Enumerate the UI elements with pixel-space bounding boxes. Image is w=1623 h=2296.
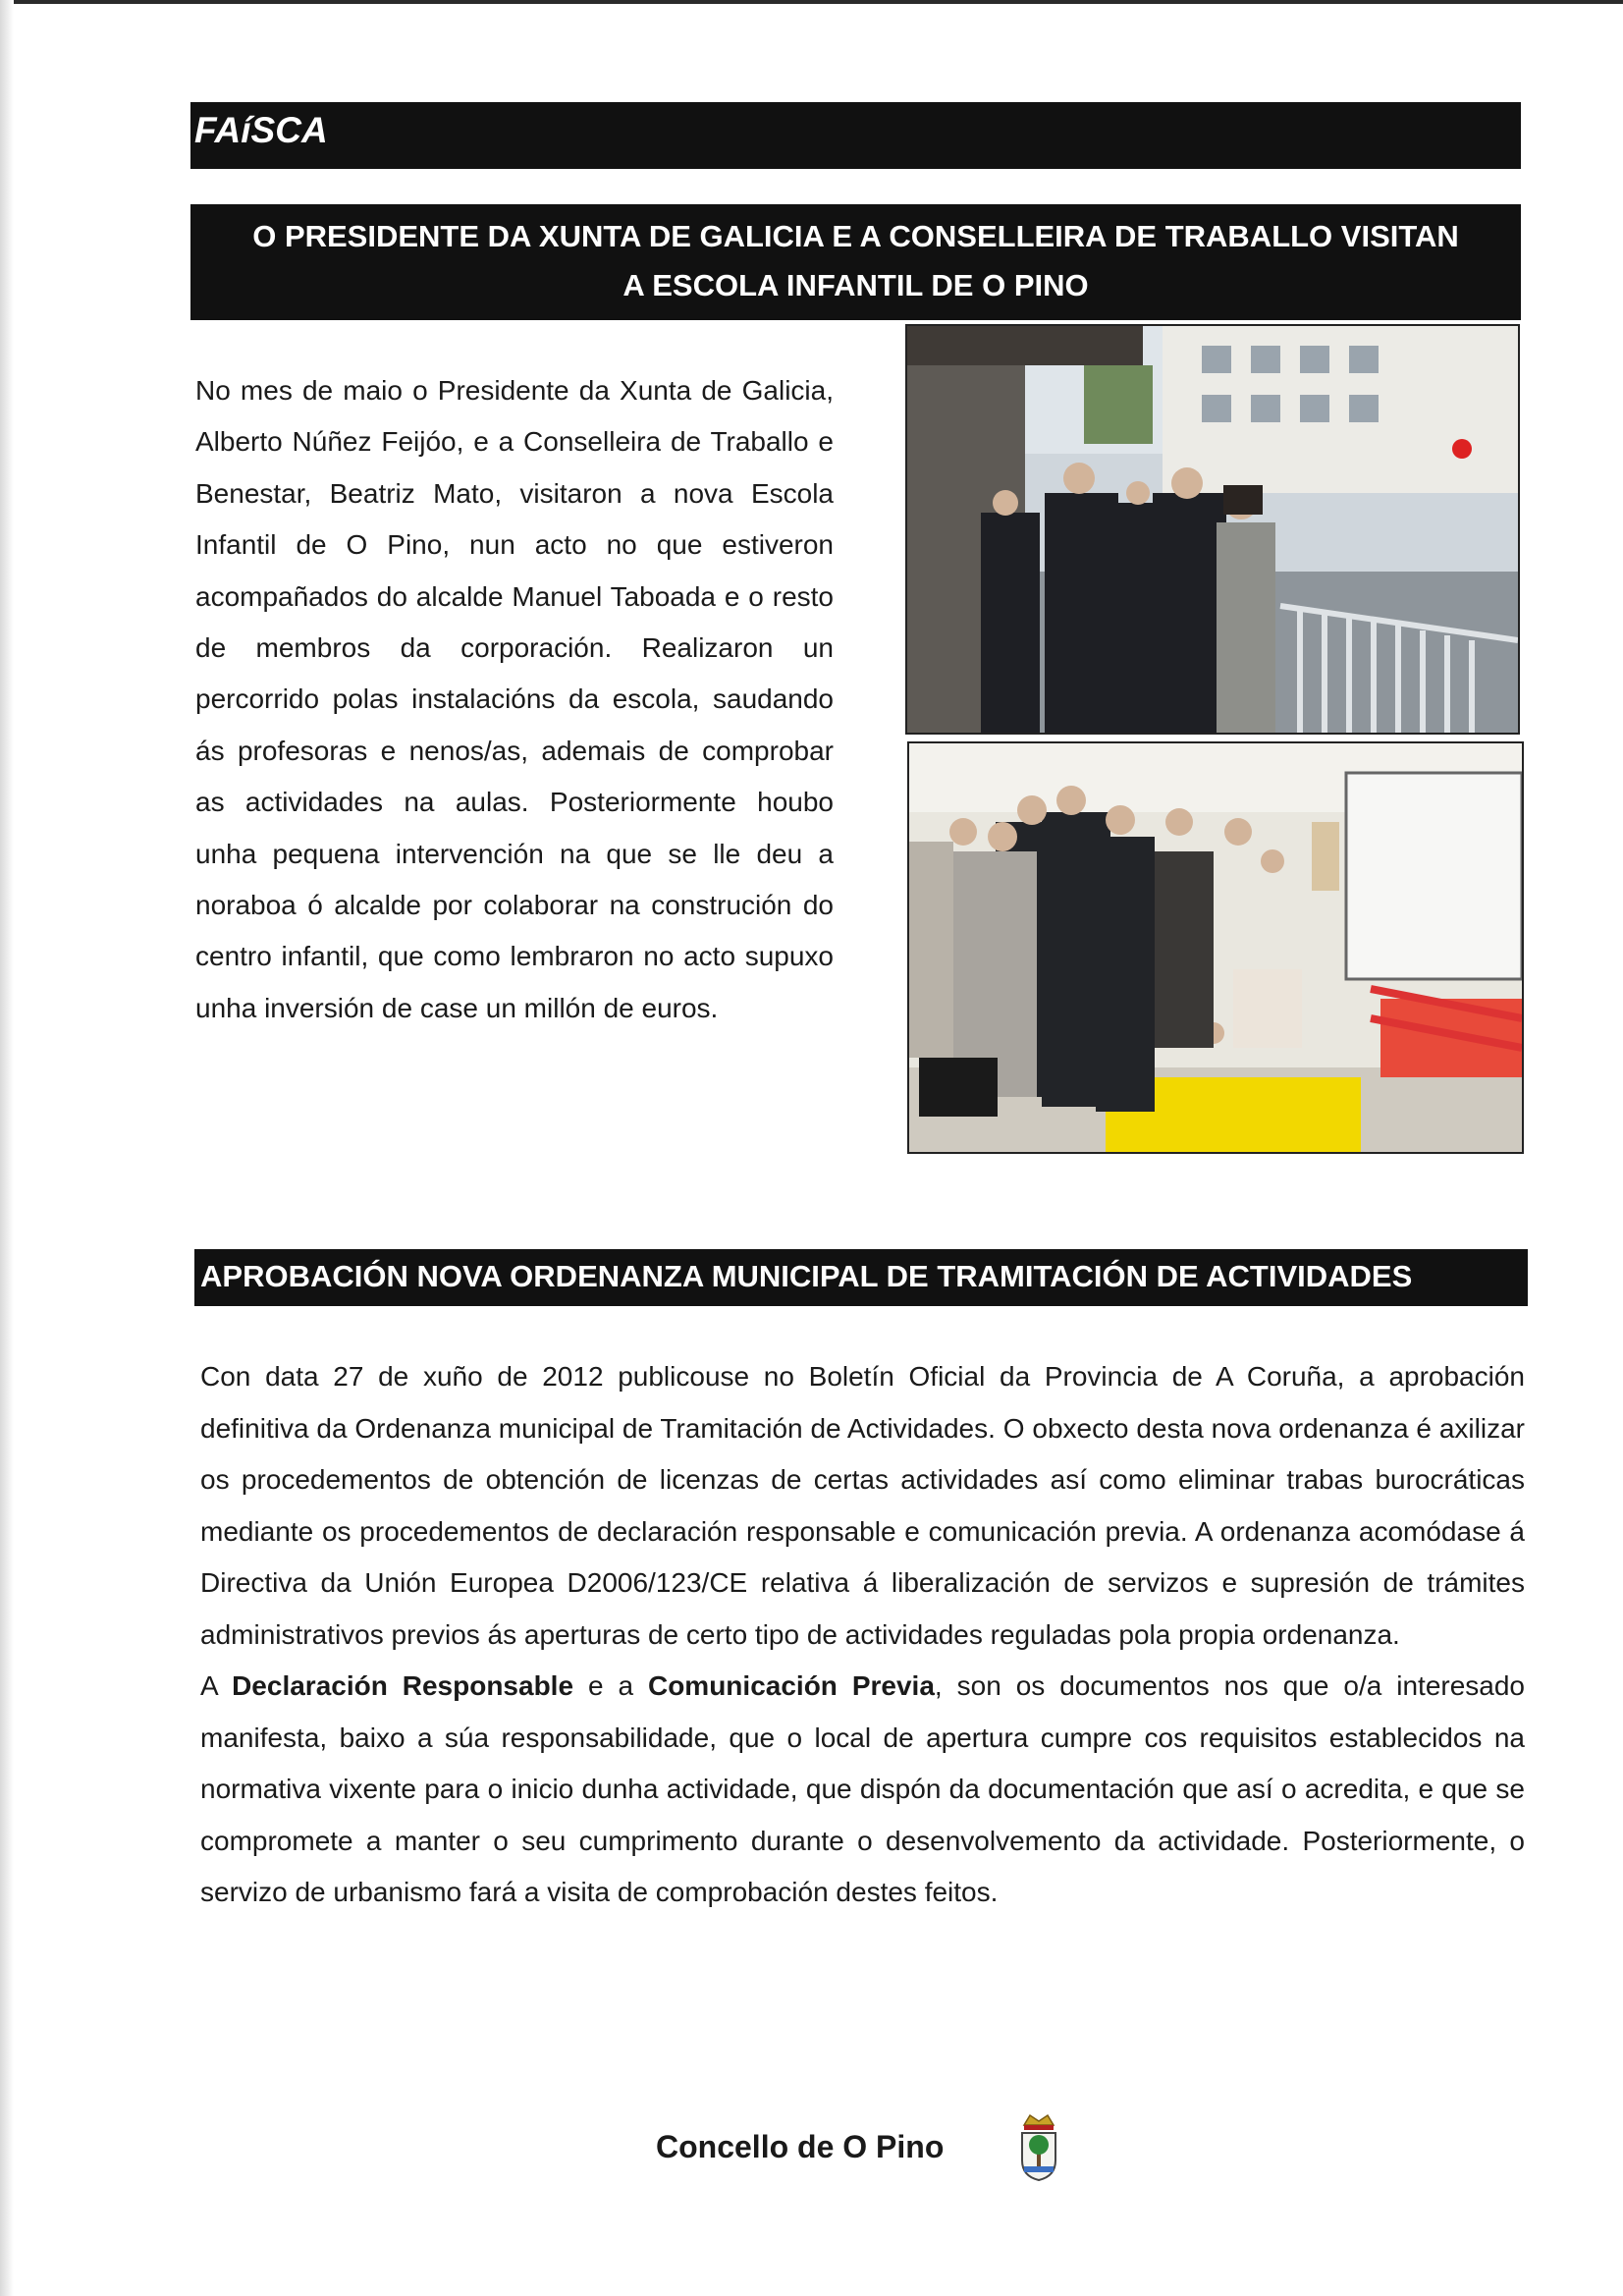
photo-classroom-visit [907, 741, 1524, 1154]
article2-body [200, 1351, 1525, 1919]
article1-headline [190, 204, 1521, 320]
article1-headline-line2: A ESCOLA INFANTIL DE O PINO [622, 268, 1089, 302]
footer-municipality-name: Concello de O Pino [656, 2129, 945, 2164]
p2-bold-declaracion: Declaración Responsable [232, 1670, 574, 1701]
photo-classroom-visit-image [909, 743, 1522, 1152]
article2-paragraph-1: Con data 27 de xuño de 2012 publicouse no Boletín Oficial da Provincia de A Coruña, a aprobación definitiva da Ordenanza municipal de Tramitación de Actividades. O obxecto desta nova ordenanza é axilizar os procedementos de obtención de licenzas de certas actividades así como eliminar trabas burocráticas mediante os procedementos de declaración responsable e comunicación previa. A ordenanza acomódase á Directiva da Unión Europea D2006/123/CE relativa á liberalización de servizos e supresión de trámites administrativos previos ás aperturas de certo tipo de actividades reguladas pola propia ordenanza. [200, 1361, 1525, 1650]
binding-shadow [0, 0, 14, 2296]
p2-start: A [200, 1670, 233, 1701]
top-rule [0, 0, 1623, 4]
article2-headline [194, 1249, 1528, 1306]
p2-bold-comunicacion: Comunicación Previa [647, 1670, 935, 1701]
photo-outdoor-visit [905, 324, 1520, 735]
article1-body-text: No mes de maio o Presidente da Xunta de Galicia, Alberto Núñez Feijóo, e a Conselleira de Traballo e Benestar, Beatriz Mato, visitaron a nova Escola Infantil de O Pino, nun acto no que estiveron acompañados do alcalde Manuel Taboada e o resto de membros da corporación. Realizaron un percorrido polas instalacións da escola, saudando ás profesoras e nenos/as, ademais de comprobar as actividades na aulas. Posteriormente houbo unha pequena intervención na que se lle deu a noraboa ó alcalde por colaborar na construción do centro infantil, que como lembraron no acto supuxo unha inversión de case un millón de euros. [195, 375, 834, 1023]
section-title [190, 102, 1521, 169]
article1-body [195, 365, 834, 1034]
article2-headline-text: APROBACIÓN NOVA ORDENANZA MUNICIPAL DE TRAMITACIÓN DE ACTIVIDADES [200, 1259, 1413, 1293]
article1-headline-line1: O PRESIDENTE DA XUNTA DE GALICIA E A CONSELLEIRA DE TRABALLO VISITAN [252, 219, 1459, 253]
coat-of-arms-icon [1016, 2111, 1061, 2182]
photo-outdoor-visit-image [907, 326, 1518, 733]
section-title-text: FAíSCA [194, 110, 328, 150]
article2-paragraph-2 [200, 1661, 1525, 1919]
p2-mid: e a [573, 1670, 648, 1701]
p2-end: , son os documentos nos que o/a interesado manifesta, baixo a súa responsabilidade, que o local de apertura cumpre cos requisitos establecidos na normativa vixente para o inicio dunha actividade, que dispón da documentación que así o acredita, e que se compromete a manter o seu cumprimento durante o desenvolvemento da actividade. Posteriormente, o servizo de urbanismo fará a visita de comprobación destes feitos. [200, 1670, 1526, 1907]
